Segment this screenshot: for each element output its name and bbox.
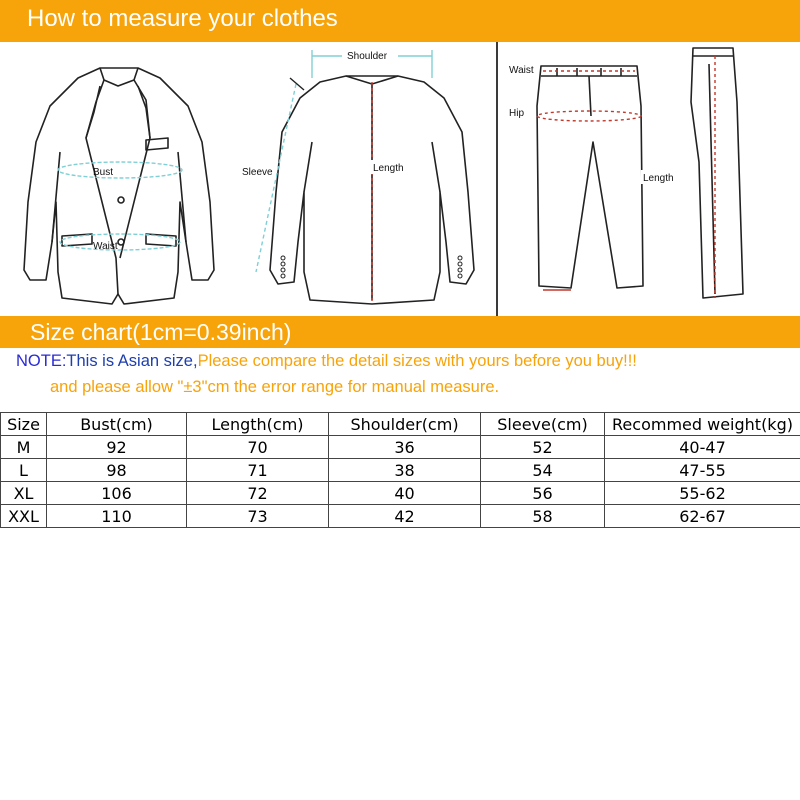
- size-note: [16, 351, 637, 371]
- shoulder-cell: 40: [329, 482, 481, 505]
- pants-illustration: [497, 42, 800, 316]
- shoulder-cell: 38: [329, 459, 481, 482]
- table-row: [1, 482, 800, 505]
- column-header: Size: [1, 413, 47, 436]
- size-cell: XL: [1, 482, 47, 505]
- sleeve-cell: 52: [481, 436, 605, 459]
- sleeve-cell: 54: [481, 459, 605, 482]
- length-cell: 73: [187, 505, 329, 528]
- hip-label: Hip: [509, 108, 525, 119]
- size-cell: L: [1, 459, 47, 482]
- column-header: Length(cm): [187, 413, 329, 436]
- size-chart-title: Size chart(1cm=0.39inch): [30, 319, 292, 345]
- length-cell: 70: [187, 436, 329, 459]
- jacket-waist-label: Waist: [93, 241, 118, 252]
- shoulder-cell: 42: [329, 505, 481, 528]
- bust-cell: 110: [47, 505, 187, 528]
- bust-cell: 98: [47, 459, 187, 482]
- header-banner: [0, 0, 800, 42]
- note-prefix: NOTE:: [16, 352, 67, 370]
- pants-diagram: [497, 42, 800, 316]
- sleeve-label: Sleeve: [242, 167, 273, 178]
- bust-cell: 92: [47, 436, 187, 459]
- column-header: Shoulder(cm): [329, 413, 481, 436]
- table-row: [1, 505, 800, 528]
- length-cell: 72: [187, 482, 329, 505]
- table-header-row: [1, 413, 800, 436]
- sleeve-cell: 56: [481, 482, 605, 505]
- size-chart-banner: [0, 316, 800, 348]
- column-header: Sleeve(cm): [481, 413, 605, 436]
- table-row: [1, 436, 800, 459]
- weight-cell: 40-47: [605, 436, 800, 459]
- note-asian-size: This is Asian size,: [66, 352, 198, 370]
- jacket-illustration: [0, 42, 496, 316]
- pants-length-label: Length: [643, 173, 674, 184]
- bust-cell: 106: [47, 482, 187, 505]
- size-cell: XXL: [1, 505, 47, 528]
- weight-cell: 62-67: [605, 505, 800, 528]
- pants-waist-label: Waist: [509, 65, 534, 76]
- size-cell: M: [1, 436, 47, 459]
- jacket-length-label: Length: [373, 163, 404, 174]
- weight-cell: 55-62: [605, 482, 800, 505]
- bust-label: Bust: [93, 167, 114, 178]
- column-header: Recommed weight(kg): [605, 413, 800, 436]
- length-cell: 71: [187, 459, 329, 482]
- shoulder-label: Shoulder: [347, 51, 388, 62]
- note-error-range: and please allow "±3"cm the error range for manual measure.: [50, 378, 500, 396]
- column-header: Bust(cm): [47, 413, 187, 436]
- header-title: How to measure your clothes: [27, 5, 338, 32]
- jacket-diagram: [0, 42, 496, 316]
- shoulder-cell: 36: [329, 436, 481, 459]
- note-compare: Please compare the detail sizes with yours before you buy!!!: [197, 352, 637, 370]
- weight-cell: 47-55: [605, 459, 800, 482]
- table-row: [1, 459, 800, 482]
- sleeve-cell: 58: [481, 505, 605, 528]
- size-table: [0, 412, 800, 528]
